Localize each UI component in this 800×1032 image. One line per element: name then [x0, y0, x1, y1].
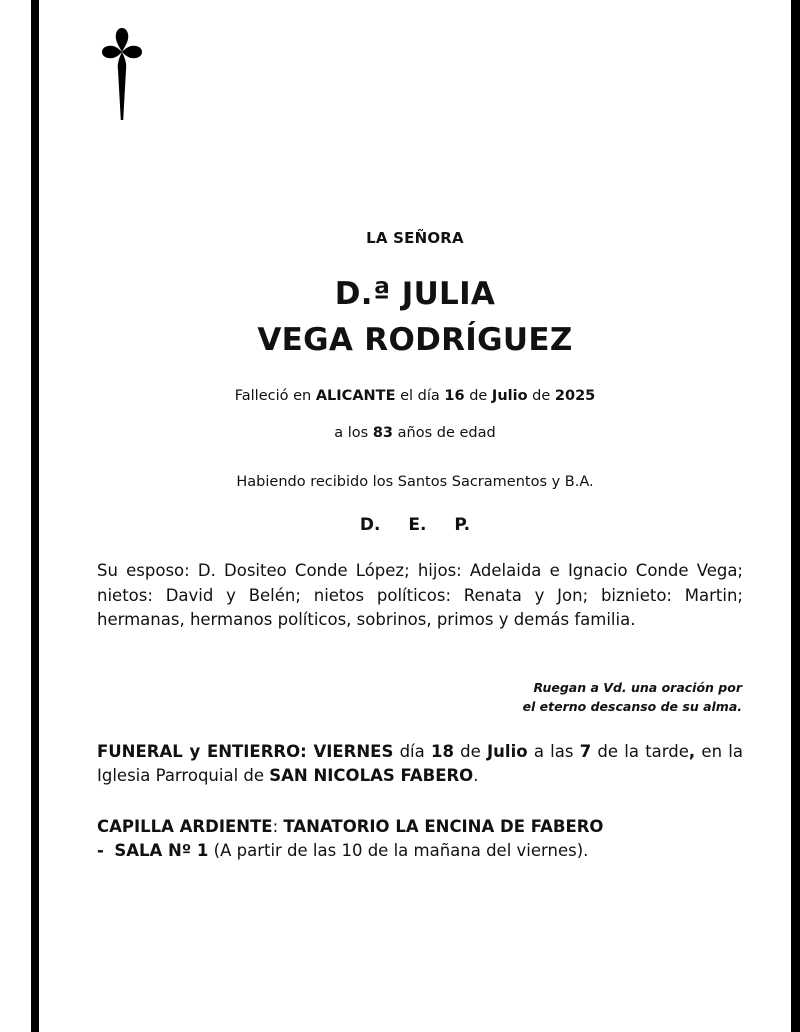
age-years: 83	[372, 425, 394, 441]
funeral-t1: día	[399, 742, 425, 761]
capilla-dash: -	[97, 841, 104, 860]
prayer-request	[480, 678, 742, 716]
funeral-t3: a las	[533, 742, 574, 761]
capilla-colon: :	[272, 817, 279, 836]
funeral-t2: de	[460, 742, 481, 761]
death-day-word: el día	[400, 388, 440, 404]
death-year: 2025	[554, 388, 596, 404]
death-de2: de	[532, 388, 551, 404]
deceased-name-line2: VEGA RODRÍGUEZ	[257, 322, 573, 358]
capilla-line2	[97, 839, 743, 863]
funeral-t4: de la tarde	[597, 742, 689, 761]
prayer-line2: el eterno descanso de su alma.	[522, 699, 742, 714]
age-suffix: años de edad	[397, 425, 496, 441]
funeral-hour: 7	[579, 742, 592, 761]
death-month: Julio	[491, 388, 528, 404]
capilla-room: SALA Nº 1	[114, 841, 209, 860]
funeral-day: 18	[430, 742, 454, 761]
prayer-line1: Ruegan a Vd. una oración por	[533, 680, 742, 695]
death-prefix: Falleció en	[234, 388, 312, 404]
funeral-month: Julio	[487, 742, 528, 761]
right-border-rule	[791, 0, 800, 1032]
title-heading: LA SEÑORA	[366, 229, 464, 247]
capilla-ardiente-block	[97, 815, 743, 863]
santiago-cross-icon	[100, 26, 144, 122]
capilla-note: (A partir de las 10 de la mañana del viernes).	[213, 841, 589, 860]
capilla-line1	[97, 815, 743, 839]
funeral-label: FUNERAL y ENTIERRO: VIERNES	[97, 742, 394, 761]
age-line	[39, 425, 791, 441]
age-prefix: a los	[334, 425, 369, 441]
funeral-comma: ,	[688, 742, 696, 761]
capilla-place: TANATORIO LA ENCINA DE FABERO	[283, 817, 604, 836]
family-paragraph: Su esposo: D. Dositeo Conde López; hijos: Adelaida e Ignacio Conde Vega; nietos: David y Belén; nietos políticos: Renata y Jon; biznieto: Martin; hermanas, hermanos políticos, sobrinos, primos y demás familia.	[97, 561, 743, 629]
deceased-name-line1: D.ª JULIA	[334, 276, 496, 312]
funeral-end: .	[473, 766, 479, 785]
death-de1: de	[469, 388, 488, 404]
left-border-rule	[31, 0, 39, 1032]
funeral-paragraph	[97, 740, 743, 788]
capilla-label: CAPILLA ARDIENTE	[97, 817, 273, 836]
death-info-line	[39, 388, 791, 404]
funeral-church: SAN NICOLAS FABERO	[269, 766, 474, 785]
funeral-t5: en la Iglesia Parroquial de	[97, 742, 743, 785]
death-place: ALICANTE	[315, 388, 396, 404]
sacraments-line: Habiendo recibido los Santos Sacramentos y B.A.	[236, 474, 594, 490]
dep-line: D. E. P.	[359, 515, 471, 535]
death-day: 16	[444, 388, 465, 404]
